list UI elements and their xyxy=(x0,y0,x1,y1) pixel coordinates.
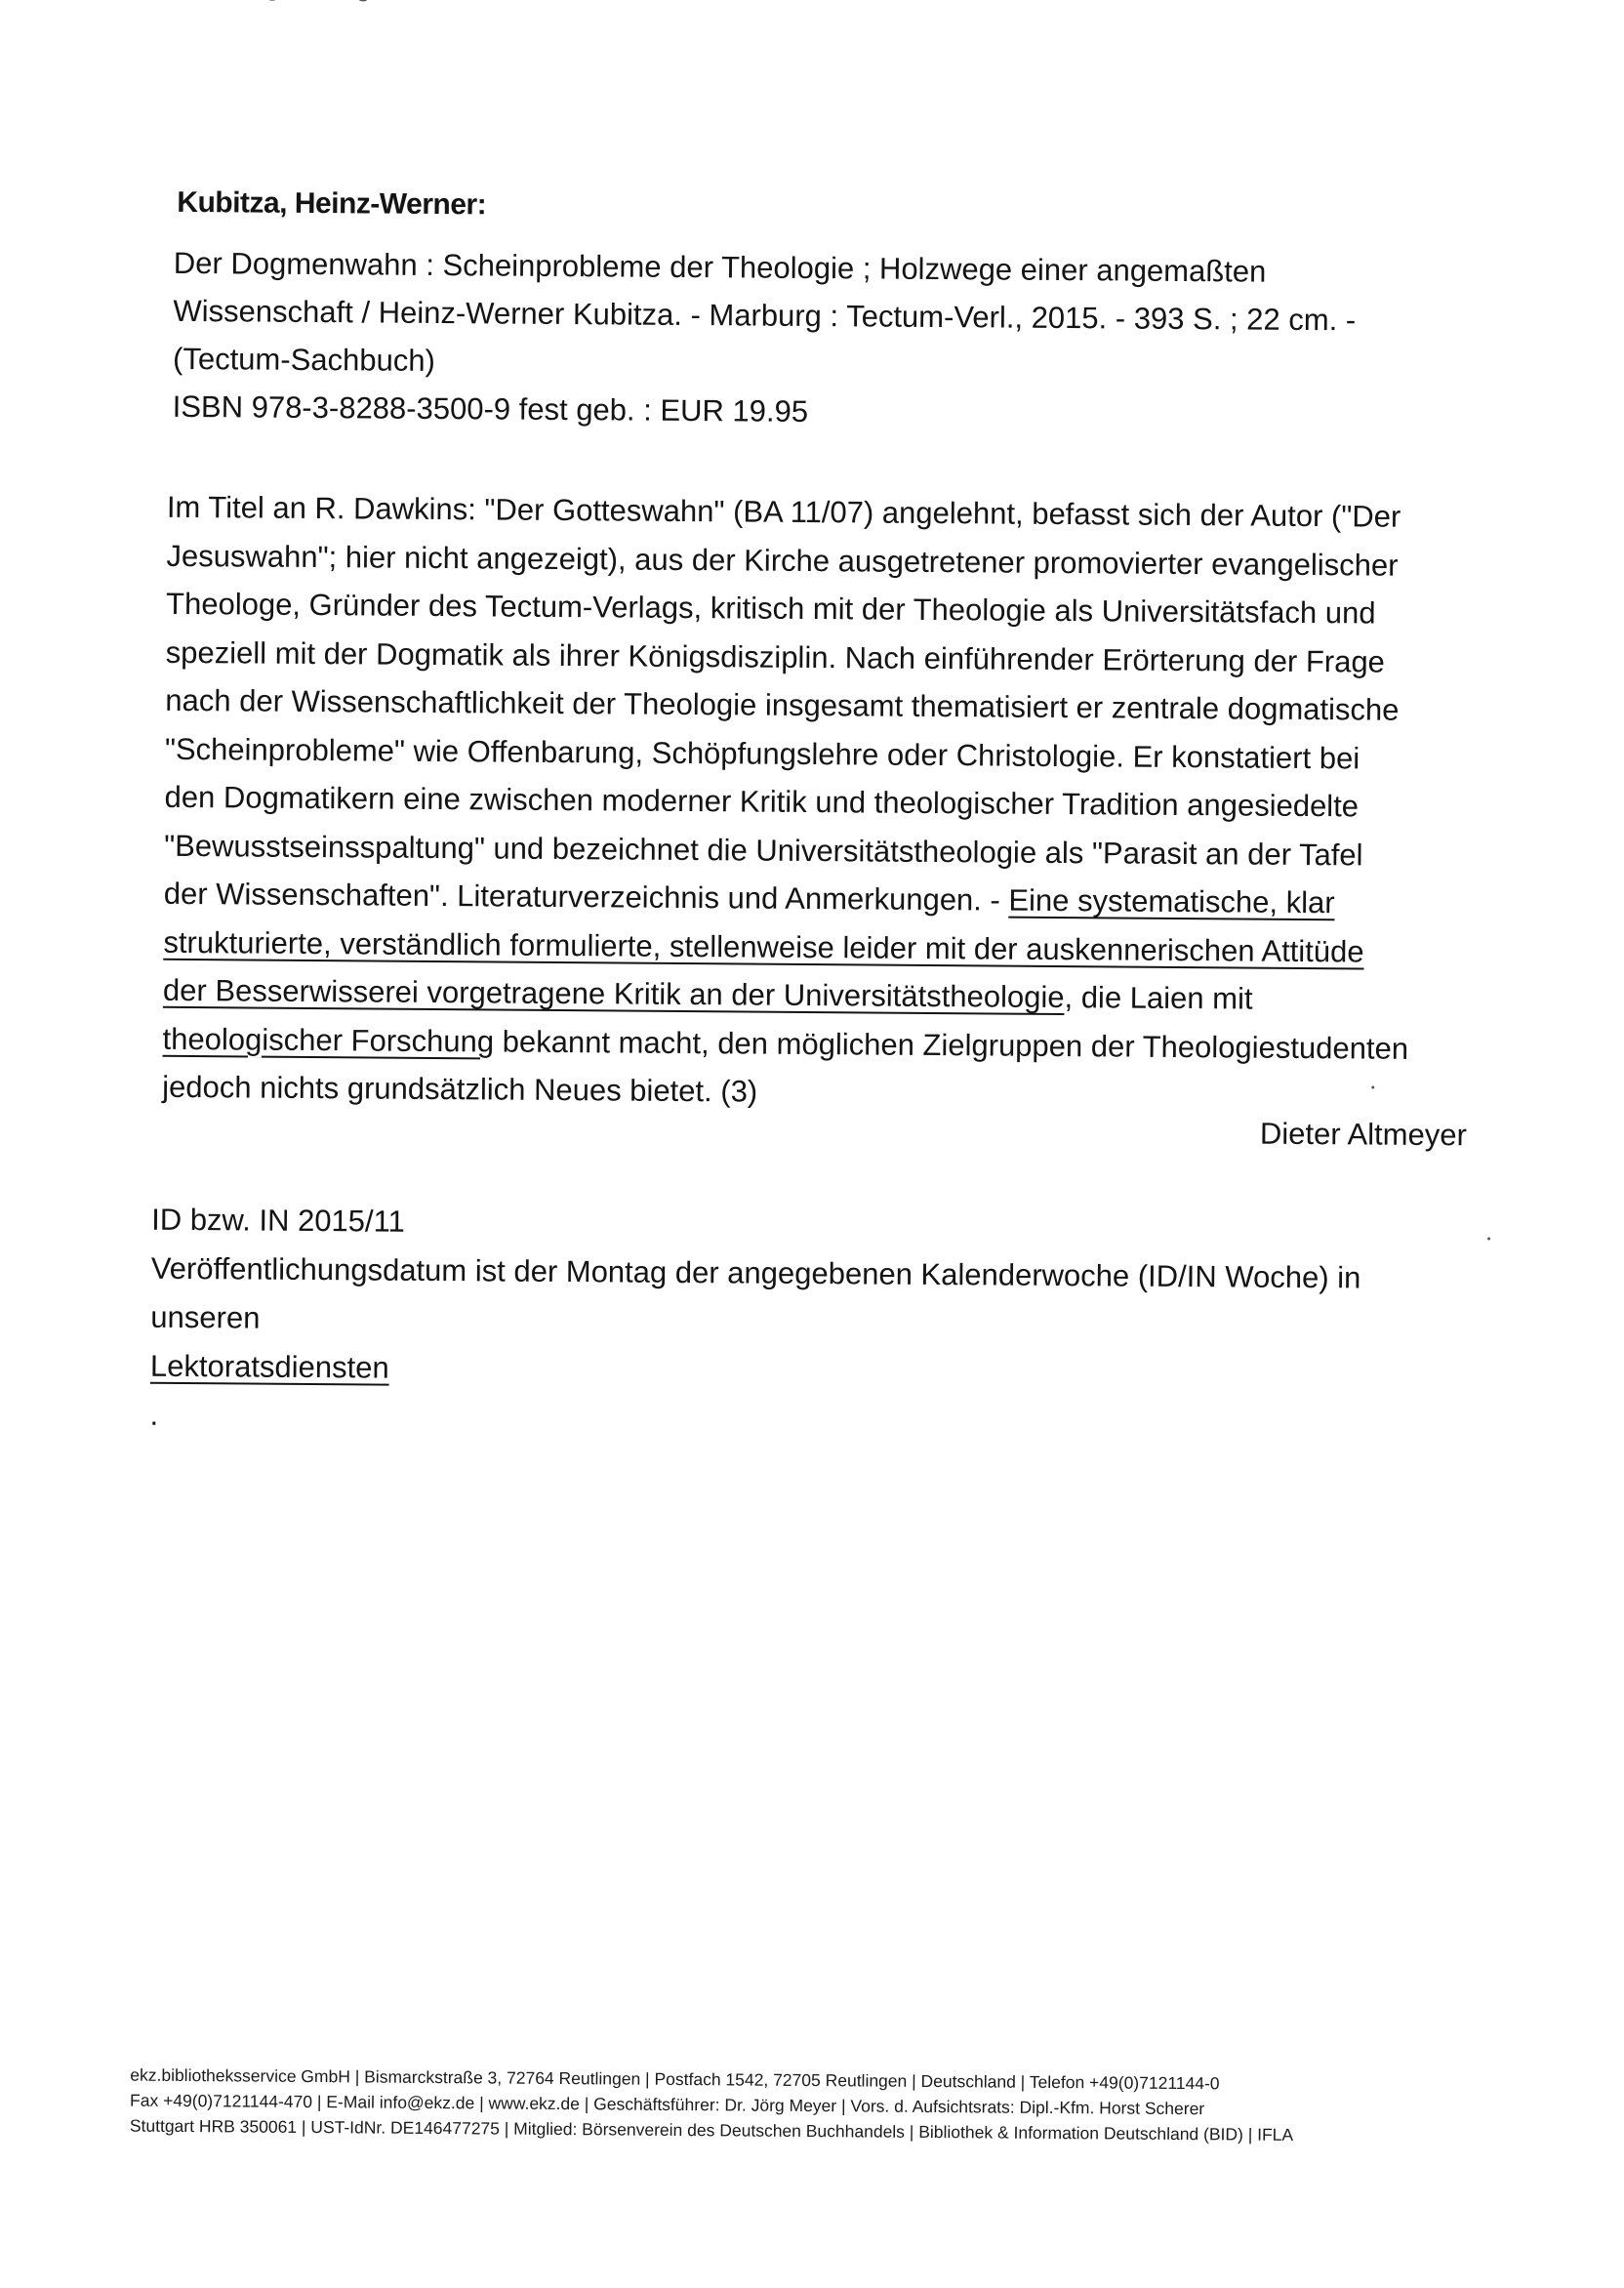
footer-line: Fax +49(0)7121144-470 | E-Mail info@ekz.de | www.ekz.de | Geschäftsführer: Dr. Jörg Meyer | Vors. d. Aufsichtsrats: Dipl.-Kfm. Horst Scherer xyxy=(130,2090,1205,2119)
bibliographic-line: Der Dogmenwahn : Scheinprobleme der Theologie ; Holzwege einer angemaßten xyxy=(173,245,1267,289)
review-line: "Bewusstseinsspaltung" und bezeichnet die Universitätstheologie als "Parasit an der Tafel xyxy=(164,828,1363,872)
review-text-plain: , die Laien mit xyxy=(1064,980,1253,1016)
review-text-plain: bekannt macht, den möglichen Zielgruppen der Theologiestudenten xyxy=(493,1023,1409,1066)
review-text xyxy=(162,483,1494,1122)
review-line: "Scheinprobleme" wie Offenbarung, Schöpfungslehre oder Christologie. Er konstatiert bei xyxy=(164,731,1360,775)
scan-speck xyxy=(359,0,367,1)
review-line: den Dogmatikern eine zwischen moderner Kritik und theologischer Tradition angesiedelte xyxy=(164,779,1360,824)
company-footer xyxy=(130,2063,1478,2149)
handwritten-underline-text: Eine systematische, klar xyxy=(1008,882,1335,920)
bibliographic-line: (Tectum-Sachbuch) xyxy=(172,341,436,378)
handwritten-underline-text: strukturierte, verständlich formulierte, stellenweise leider mit der auskennerischen Attitüde xyxy=(163,924,1364,968)
isbn-line: ISBN 978-3-8288-3500-9 fest geb. : EUR 19.95 xyxy=(172,388,809,429)
footer-line: ekz.bibliotheksservice GmbH | Bismarckstraße 3, 72764 Reutlingen | Postfach 1542, 72705 Reutlingen | Deutschland | Telefon +49(0)7121144-0 xyxy=(130,2064,1220,2094)
review-line: Im Titel an R. Dawkins: "Der Gotteswahn" (BA 11/07) angelehnt, befasst sich der Autor ("Der xyxy=(166,489,1401,534)
review-line: nach der Wissenschaftlichkeit der Theologie insgesamt thematisiert er zentrale dogmatische xyxy=(165,682,1400,727)
reviewer-name: Dieter Altmeyer xyxy=(1259,1116,1468,1153)
handwritten-underline-text: der Besserwisserei vorgetragene Kritik an der Universitätstheologie xyxy=(162,972,1065,1015)
handwritten-underline-text: theologischer Forschung xyxy=(162,1021,495,1058)
review-line: Theologe, Gründer des Tectum-Verlags, kritisch mit der Theologie als Universitätsfach und xyxy=(165,586,1376,631)
bibliographic-record xyxy=(173,239,1472,440)
review-line: Jesuswahn"; hier nicht angezeigt), aus der Kirche ausgetretener promovierter evangelischer xyxy=(166,538,1399,583)
note-text-plain: unseren xyxy=(150,1299,261,1335)
handwritten-underline-text: Lektoratsdiensten xyxy=(149,1348,389,1385)
review-line: jedoch nichts grundsätzlich Neues bietet. (3) xyxy=(162,1069,758,1109)
scan-speck xyxy=(268,0,276,1)
publication-note xyxy=(149,1196,1498,1450)
id-line: ID bzw. IN 2015/11 xyxy=(151,1202,405,1239)
scan-speck xyxy=(1487,1237,1490,1240)
publication-date-line: Veröffentlichungsdatum ist der Montag der angegebenen Kalenderwoche (ID/IN Woche) in xyxy=(150,1250,1361,1295)
footer-line: Stuttgart HRB 350061 | UST-IdNr. DE146477275 | Mitglied: Börsenverein des Deutschen Buchhandels | Bibliothek & Information Deutschland (BID) | IFLA xyxy=(129,2115,1294,2145)
publication-date-line xyxy=(149,1293,1497,1450)
review-text-plain: der Wissenschaften". Literaturverzeichnis und Anmerkungen. - xyxy=(163,876,1009,918)
bibliographic-line: Wissenschaft / Heinz-Werner Kubitza. - Marburg : Tectum-Verl., 2015. - 393 S. ; 22 cm. - xyxy=(173,293,1357,338)
author-heading: Kubitza, Heinz-Werner: xyxy=(177,185,487,222)
review-line: speziell mit der Dogmatik als ihrer Königsdisziplin. Nach einführender Erörterung der Frage xyxy=(165,634,1386,679)
note-text-plain: . xyxy=(149,1397,159,1432)
scan-speck xyxy=(1371,1086,1374,1089)
